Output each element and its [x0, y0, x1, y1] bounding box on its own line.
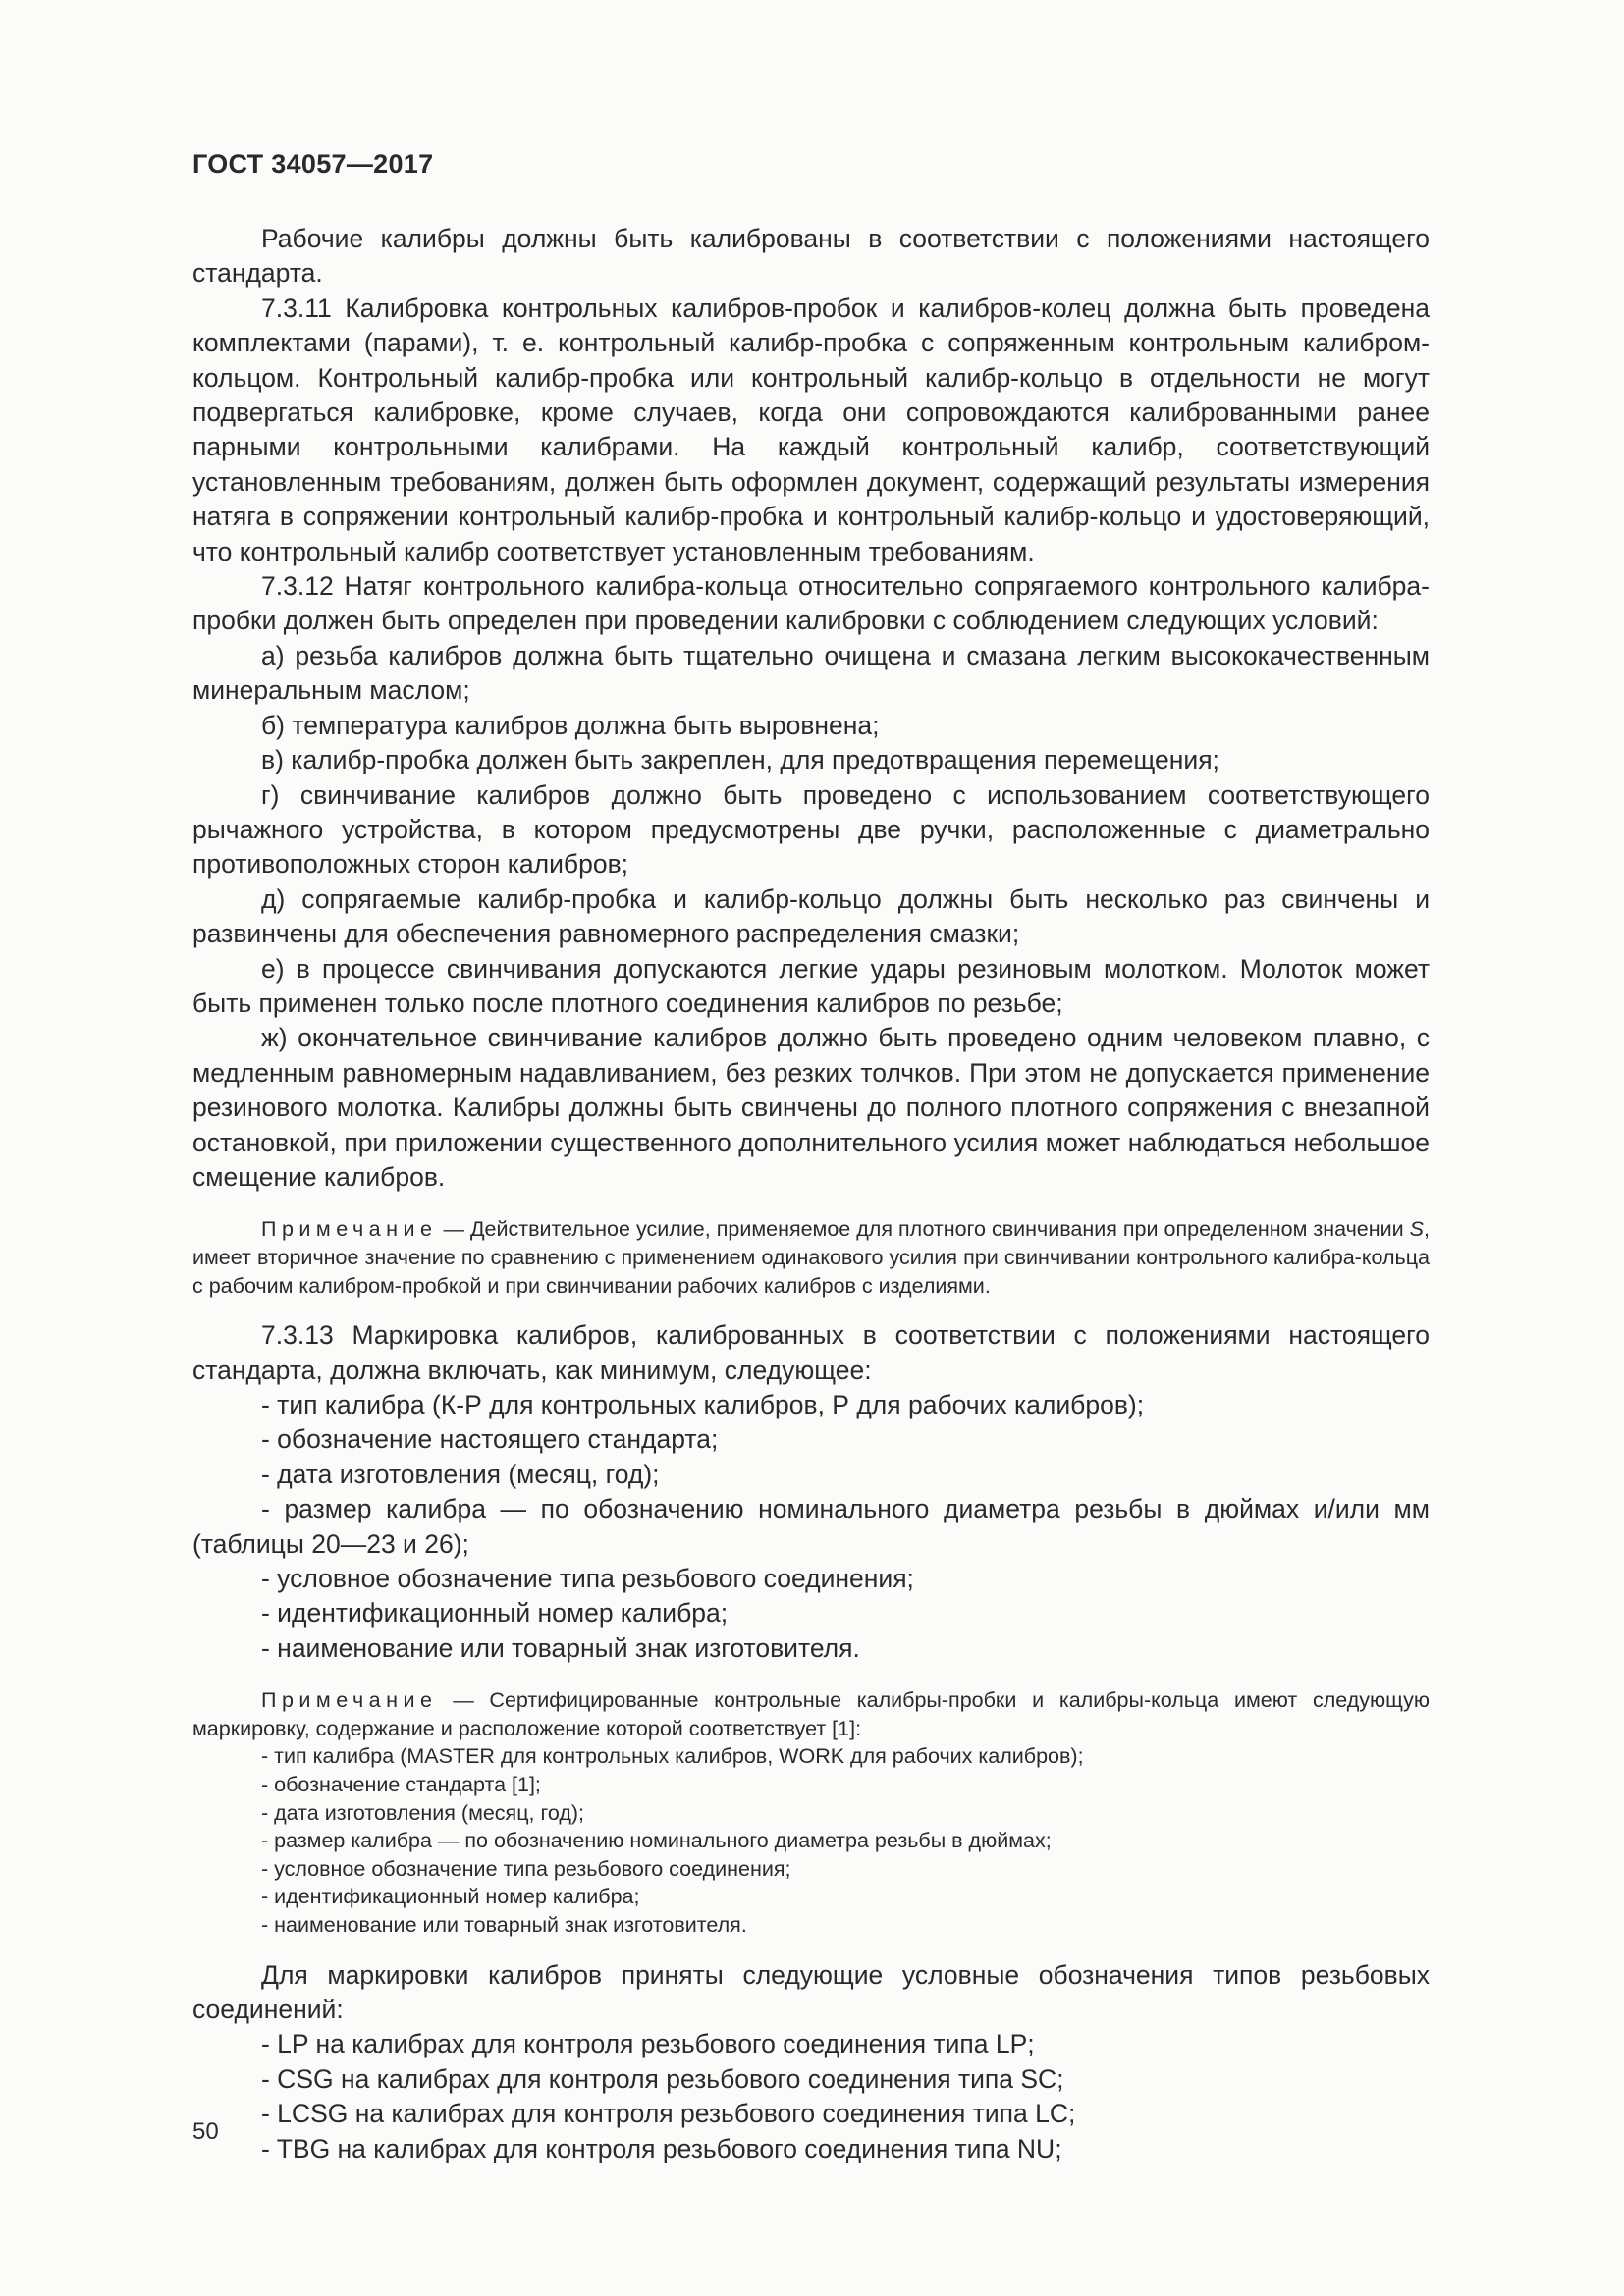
note-list-item: - дата изготовления (месяц, год); [261, 1800, 584, 1825]
condition-item: б) температура калибров должна быть выровнена; [261, 710, 880, 740]
note-label: Примечание [261, 1688, 438, 1713]
list-item: - LP на калибрах для контроля резьбового соединения типа LP; [261, 2029, 1035, 2059]
note-list-item: - идентификационный номер калибра; [261, 1885, 640, 1909]
note-paragraph: Примечание — Сертифицированные контрольные калибры-пробки и калибры-кольца имеют следующую маркировку, содержание и расположение которой соответствует [1]: [192, 1688, 1430, 1740]
list-item: - условное обозначение типа резьбового соединения; [261, 1564, 914, 1593]
paragraph-7-3-12: 7.3.12 Натяг контрольного калибра-кольца относительно сопрягаемого контрольного калибра-пробки должен быть определен при проведении калибровки с соблюдением следующих условий: [192, 571, 1430, 636]
list-item: - TBG на калибрах для контроля резьбового соединения типа NU; [261, 2133, 1062, 2163]
page-number: 50 [192, 2118, 219, 2145]
condition-item: в) калибр-пробка должен быть закреплен, для предотвращения перемещения; [261, 745, 1219, 775]
condition-item: а) резьба калибров должна быть тщательно очищена и смазана легким высококачественным минеральным маслом; [192, 640, 1430, 706]
document-body [192, 222, 1430, 2166]
note-paragraph: Примечание — Действительное усилие, применяемое для плотного свинчивания при определенном значении S, имеет вторичное значение по сравнению с применением одинакового усилия при свинчивании контрольного калибра-кольца с рабочим калибром-пробкой и при свинчивании рабочих калибров с изделиями. [192, 1217, 1430, 1298]
condition-item: д) сопрягаемые калибр-пробка и калибр-кольцо должны быть несколько раз свинчены и развинчены для обеспечения равномерного распределения смазки; [192, 883, 1430, 949]
list-item: - дата изготовления (месяц, год); [261, 1459, 660, 1489]
note-list-item: - тип калибра (MASTER для контрольных калибров, WORK для рабочих калибров); [261, 1744, 1084, 1769]
paragraph: Рабочие калибры должны быть калиброваны в соответствии с положениями настоящего стандарта. [192, 224, 1430, 289]
condition-item: е) в процессе свинчивания допускаются легкие удары резиновым молотком. Молоток может быть применен только после плотного соединения калибров по резьбе; [192, 953, 1430, 1018]
note-block [192, 1686, 1430, 1939]
paragraph-7-3-13: 7.3.13 Маркировка калибров, калиброванных в соответствии с положениями настоящего стандарта, должна включать, как минимум, следующее: [192, 1320, 1430, 1385]
list-item: - идентификационный номер калибра; [261, 1598, 729, 1629]
condition-item: г) свинчивание калибров должно быть проведено с использованием соответствующего рычажного устройства, в котором предусмотрены две ручки, расположенные с диаметрально противоположных сторон калибров; [192, 779, 1430, 880]
paragraph-7-3-11: 7.3.11 Калибровка контрольных калибров-пробок и калибров-колец должна быть проведена комплектами (парами), т. е. контрольный калибр-пробка с сопряженным контрольным калибром-кольцом. Контрольный калибр-пробка или контрольный калибр-кольцо в отдельности не могут подвергаться калибровке, кроме случаев, когда они сопровождаются калиброванными ранее парными контрольными калибрами. На каждый контрольный калибр, соответствующий установленным требованиям, должен быть оформлен документ, содержащий результаты измерения натяга в сопряжении контрольный калибр-пробка и контрольный калибр-кольцо и удостоверяющий, что контрольный калибр соответствует установленным требованиям. [192, 293, 1430, 566]
note-block [192, 1215, 1430, 1300]
list-item: - LCSG на калибрах для контроля резьбового соединения типа LC; [261, 2099, 1076, 2129]
symbol-s: S [1409, 1217, 1425, 1242]
note-list-item: - размер калибра — по обозначению номинального диаметра резьбы в дюймах; [261, 1829, 1052, 1853]
list-item: - CSG на калибрах для контроля резьбового соединения типа SC; [261, 2063, 1064, 2094]
condition-item: ж) окончательное свинчивание калибров должно быть проведено одним человеком плавно, с медленным равномерным надавливанием, без резких толчков. При этом не допускается применение резинового молотка. Калибры должны быть свинчены до полного плотного сопряжения с внезапной остановкой, при приложении существенного дополнительного усилия может наблюдаться небольшое смещение калибров. [192, 1023, 1430, 1192]
note-label: Примечание [261, 1217, 438, 1242]
note-list-item: - условное обозначение типа резьбового соединения; [261, 1856, 791, 1881]
note-list-item: - наименование или товарный знак изготовителя. [261, 1912, 747, 1937]
list-item: - размер калибра — по обозначению номинального диаметра резьбы в дюймах и/или мм (таблицы 20—23 и 26); [192, 1494, 1430, 1559]
list-item: - наименование или товарный знак изготовителя. [261, 1632, 860, 1663]
note-list-item: - обозначение стандарта [1]; [261, 1773, 541, 1796]
list-item: - тип калибра (К-Р для контрольных калибров, Р для рабочих калибров); [261, 1389, 1145, 1419]
list-item: - обозначение настоящего стандарта; [261, 1424, 719, 1455]
paragraph: Для маркировки калибров приняты следующие условные обозначения типов резьбовых соединений: [192, 1959, 1430, 2024]
document-header: ГОСТ 34057—2017 [192, 149, 434, 179]
